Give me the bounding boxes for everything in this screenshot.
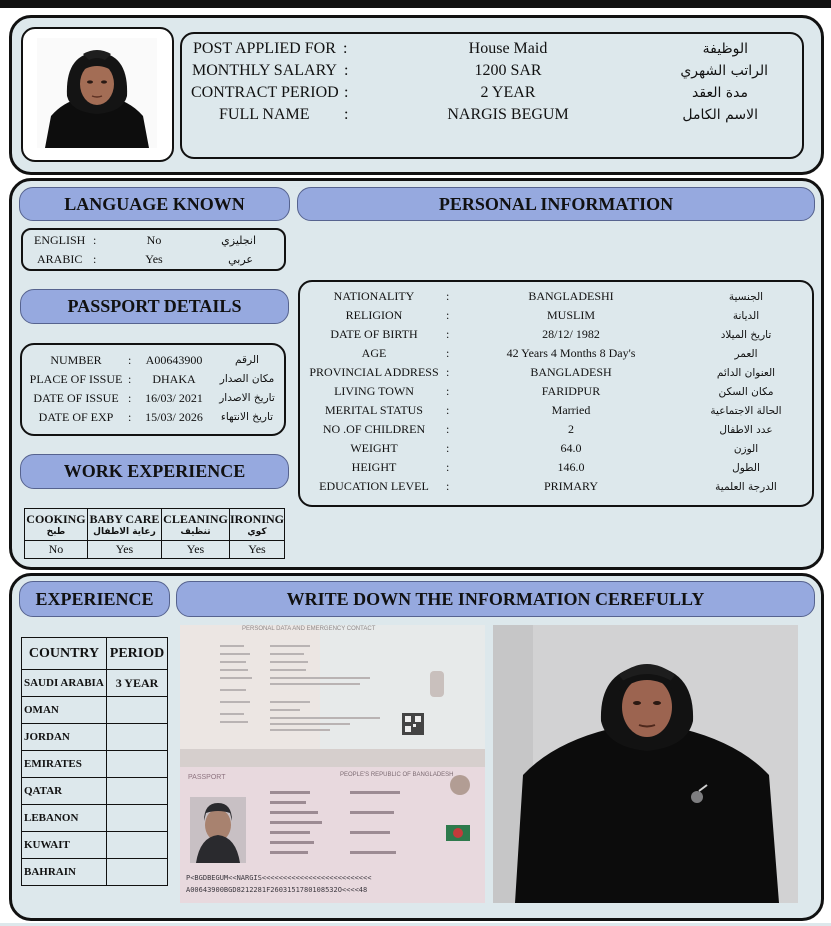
language-rows bbox=[21, 228, 286, 271]
personal-value: BANGLADESHI bbox=[528, 289, 614, 303]
personal-value: 146.0 bbox=[557, 460, 585, 474]
personal-arabic: الطول bbox=[732, 461, 760, 474]
experience-period bbox=[107, 832, 168, 859]
job-value: House Maid bbox=[468, 40, 548, 57]
passport-scan-image bbox=[180, 625, 485, 903]
personal-label: NATIONALITY bbox=[333, 289, 415, 303]
salary-label: MONTHLY SALARY bbox=[192, 62, 337, 79]
passport-label: PLACE OF ISSUE bbox=[29, 371, 123, 386]
experience-period bbox=[107, 751, 168, 778]
experience-period bbox=[107, 697, 168, 724]
personal-row bbox=[298, 364, 814, 381]
personal-label: MERITAL STATUS bbox=[325, 403, 423, 417]
personal-label: LIVING TOWN bbox=[334, 384, 414, 398]
experience-row bbox=[22, 778, 168, 805]
profile-photo bbox=[37, 38, 157, 148]
personal-value: PRIMARY bbox=[543, 479, 599, 493]
write-down-title: WRITE DOWN THE INFORMATION CEREFULLY bbox=[176, 581, 815, 617]
mrz-line-2: A00643900BGD8212281F2603151780108532O<<<<48 bbox=[186, 886, 368, 894]
job-arabic: الوظيفة bbox=[702, 41, 748, 57]
language-title: LANGUAGE KNOWN bbox=[19, 187, 290, 221]
separator: : bbox=[446, 441, 450, 455]
passport-title: PASSPORT DETAILS bbox=[20, 289, 289, 324]
experience-country: JORDAN bbox=[22, 724, 107, 751]
separator: : bbox=[446, 327, 450, 341]
personal-row bbox=[298, 383, 814, 400]
top-bar bbox=[0, 0, 831, 8]
personal-row bbox=[298, 288, 814, 305]
experience-country: BAHRAIN bbox=[22, 859, 107, 886]
work-skill-ironing: IRONING كوي bbox=[229, 509, 284, 541]
separator: : bbox=[446, 479, 450, 493]
language-value: No bbox=[146, 233, 162, 247]
country-header: COUNTRY bbox=[22, 638, 107, 670]
language-label: ENGLISH bbox=[34, 233, 86, 247]
passport-row: DATE OF EXP : 15/03/ 2026 تاريخ الانتهاء bbox=[20, 409, 286, 425]
personal-arabic: عدد الاطفال bbox=[719, 423, 773, 436]
passport-arabic: تاريخ الانتهاء bbox=[220, 411, 274, 423]
separator: : bbox=[446, 460, 450, 474]
personal-value: BANGLADESH bbox=[530, 365, 612, 379]
contract-row: CONTRACT PERIOD : 2 YEAR مدة العقد bbox=[191, 84, 748, 101]
experience-country: LEBANON bbox=[22, 805, 107, 832]
personal-value: Married bbox=[551, 403, 591, 417]
passport-rows bbox=[20, 343, 286, 436]
language-row: ARABIC : Yes عربي bbox=[37, 252, 253, 266]
personal-rows bbox=[298, 280, 814, 507]
salary-value: 1200 SAR bbox=[474, 62, 542, 79]
experience-row bbox=[22, 805, 168, 832]
experience-period bbox=[107, 724, 168, 751]
name-label: FULL NAME bbox=[219, 106, 310, 123]
experience-country: KUWAIT bbox=[22, 832, 107, 859]
salary-row: MONTHLY SALARY : 1200 SAR الراتب الشهري bbox=[192, 62, 768, 79]
experience-country: QATAR bbox=[22, 778, 107, 805]
name-arabic: الاسم الكامل bbox=[682, 107, 758, 123]
work-skill-baby-care: BABY CARE رعاية الاطفال bbox=[87, 509, 161, 541]
work-skill-cooking: COOKING طبخ bbox=[25, 509, 88, 541]
job-label: POST APPLIED FOR bbox=[193, 40, 336, 57]
personal-row bbox=[298, 307, 814, 324]
personal-row bbox=[298, 345, 814, 362]
contract-arabic: مدة العقد bbox=[692, 85, 748, 101]
language-row: ENGLISH : No انجليزي bbox=[34, 233, 256, 247]
language-arabic: انجليزي bbox=[221, 234, 256, 247]
work-value: Yes bbox=[87, 541, 161, 559]
experience-country: SAUDI ARABIA bbox=[22, 670, 107, 697]
personal-row bbox=[298, 459, 814, 476]
experience-country: EMIRATES bbox=[22, 751, 107, 778]
passport-row: NUMBER : A00643900 الرقم bbox=[20, 352, 286, 368]
personal-row bbox=[298, 440, 814, 457]
language-label: ARABIC bbox=[37, 252, 83, 266]
personal-title: PERSONAL INFORMATION bbox=[297, 187, 815, 221]
experience-country: OMAN bbox=[22, 697, 107, 724]
experience-row bbox=[22, 670, 168, 697]
work-table bbox=[24, 508, 285, 559]
work-value: Yes bbox=[162, 541, 230, 559]
mrz-line-1: P<BGDBEGUM<<NARGIS<<<<<<<<<<<<<<<<<<<<<<<<<< bbox=[186, 874, 372, 882]
passport-row: DATE OF ISSUE : 16/03/ 2021 تاريخ الاصدار bbox=[20, 390, 286, 406]
job-summary-rows bbox=[180, 32, 804, 159]
period-header: PERIOD bbox=[107, 638, 168, 670]
personal-label: PROVINCIAL ADDRESS bbox=[309, 365, 439, 379]
name-row: FULL NAME : NARGIS BEGUM الاسم الكامل bbox=[219, 106, 758, 123]
personal-arabic: مكان السكن bbox=[718, 385, 774, 398]
language-value: Yes bbox=[145, 252, 163, 266]
personal-value: MUSLIM bbox=[546, 308, 595, 322]
personal-value: FARIDPUR bbox=[541, 384, 601, 398]
personal-row bbox=[298, 402, 814, 419]
personal-value: 42 Years 4 Months 8 Day's bbox=[506, 346, 636, 360]
personal-row bbox=[298, 478, 814, 495]
experience-row bbox=[22, 697, 168, 724]
passport-label: DATE OF ISSUE bbox=[33, 390, 119, 405]
passport-country: PEOPLE'S REPUBLIC OF BANGLADESH bbox=[340, 772, 454, 778]
separator: : bbox=[446, 289, 450, 303]
passport-arabic: الرقم bbox=[235, 354, 259, 366]
experience-title: EXPERIENCE bbox=[19, 581, 170, 617]
separator: : bbox=[446, 365, 450, 379]
personal-arabic: تاريخ الميلاد bbox=[720, 328, 772, 341]
experience-row bbox=[22, 724, 168, 751]
personal-label: AGE bbox=[361, 346, 387, 360]
personal-value: 2 bbox=[568, 422, 574, 436]
work-value: No bbox=[25, 541, 88, 559]
passport-value: A00643900 bbox=[145, 352, 203, 367]
woman-full-body-icon bbox=[493, 625, 798, 903]
separator: : bbox=[446, 308, 450, 322]
personal-row bbox=[298, 421, 814, 438]
personal-arabic: الدرجة العلمية bbox=[715, 480, 777, 493]
name-value: NARGIS BEGUM bbox=[447, 106, 569, 123]
passport-row: PLACE OF ISSUE : DHAKA مكان الصدار bbox=[20, 371, 286, 387]
emergency-heading: PERSONAL DATA AND EMERGENCY CONTACT bbox=[242, 626, 376, 632]
personal-value: 28/12/ 1982 bbox=[542, 327, 600, 341]
passport-scan-icon bbox=[180, 625, 485, 903]
woman-portrait-icon bbox=[37, 38, 157, 148]
personal-arabic: العنوان الدائم bbox=[716, 366, 776, 379]
personal-label: WEIGHT bbox=[350, 441, 398, 455]
passport-value: 15/03/ 2026 bbox=[145, 409, 203, 424]
passport-value: 16/03/ 2021 bbox=[145, 390, 203, 405]
separator: : bbox=[446, 422, 450, 436]
personal-label: NO .OF CHILDREN bbox=[322, 422, 426, 436]
experience-row bbox=[22, 832, 168, 859]
experience-period bbox=[107, 859, 168, 886]
language-arabic: عربي bbox=[228, 253, 253, 266]
separator: : bbox=[446, 384, 450, 398]
personal-arabic: الديانة bbox=[732, 309, 760, 322]
passport-label: NUMBER bbox=[50, 352, 102, 367]
work-skill-cleaning: CLEANING تنظيف bbox=[162, 509, 230, 541]
contract-label: CONTRACT PERIOD bbox=[191, 84, 339, 101]
personal-arabic: الوزن bbox=[733, 442, 759, 455]
personal-label: EDUCATION LEVEL bbox=[319, 479, 429, 493]
personal-label: DATE OF BIRTH bbox=[330, 327, 418, 341]
personal-arabic: العمر bbox=[734, 347, 758, 360]
work-title: WORK EXPERIENCE bbox=[20, 454, 289, 489]
personal-value: 64.0 bbox=[560, 441, 582, 455]
personal-label: RELIGION bbox=[345, 308, 403, 322]
passport-arabic: تاريخ الاصدار bbox=[219, 392, 275, 404]
experience-row bbox=[22, 751, 168, 778]
experience-period bbox=[107, 805, 168, 832]
experience-row bbox=[22, 859, 168, 886]
passport-value: DHAKA bbox=[152, 371, 196, 386]
experience-period bbox=[107, 778, 168, 805]
salary-arabic: الراتب الشهري bbox=[680, 63, 768, 79]
contract-value: 2 YEAR bbox=[480, 84, 536, 101]
separator: : bbox=[446, 346, 450, 360]
separator: : bbox=[446, 403, 450, 417]
passport-doc-label: PASSPORT bbox=[188, 774, 226, 781]
personal-arabic: الحالة الاجتماعية bbox=[710, 404, 782, 417]
passport-arabic: مكان الصدار bbox=[219, 373, 275, 385]
personal-arabic: الجنسية bbox=[728, 290, 764, 303]
personal-label: HEIGHT bbox=[351, 460, 397, 474]
experience-table bbox=[21, 637, 168, 886]
work-value: Yes bbox=[229, 541, 284, 559]
experience-period: 3 YEAR bbox=[107, 670, 168, 697]
passport-label: DATE OF EXP bbox=[38, 409, 114, 424]
job-row: POST APPLIED FOR : House Maid الوظيفة bbox=[193, 40, 748, 57]
personal-row bbox=[298, 326, 814, 343]
full-body-photo bbox=[493, 625, 798, 903]
